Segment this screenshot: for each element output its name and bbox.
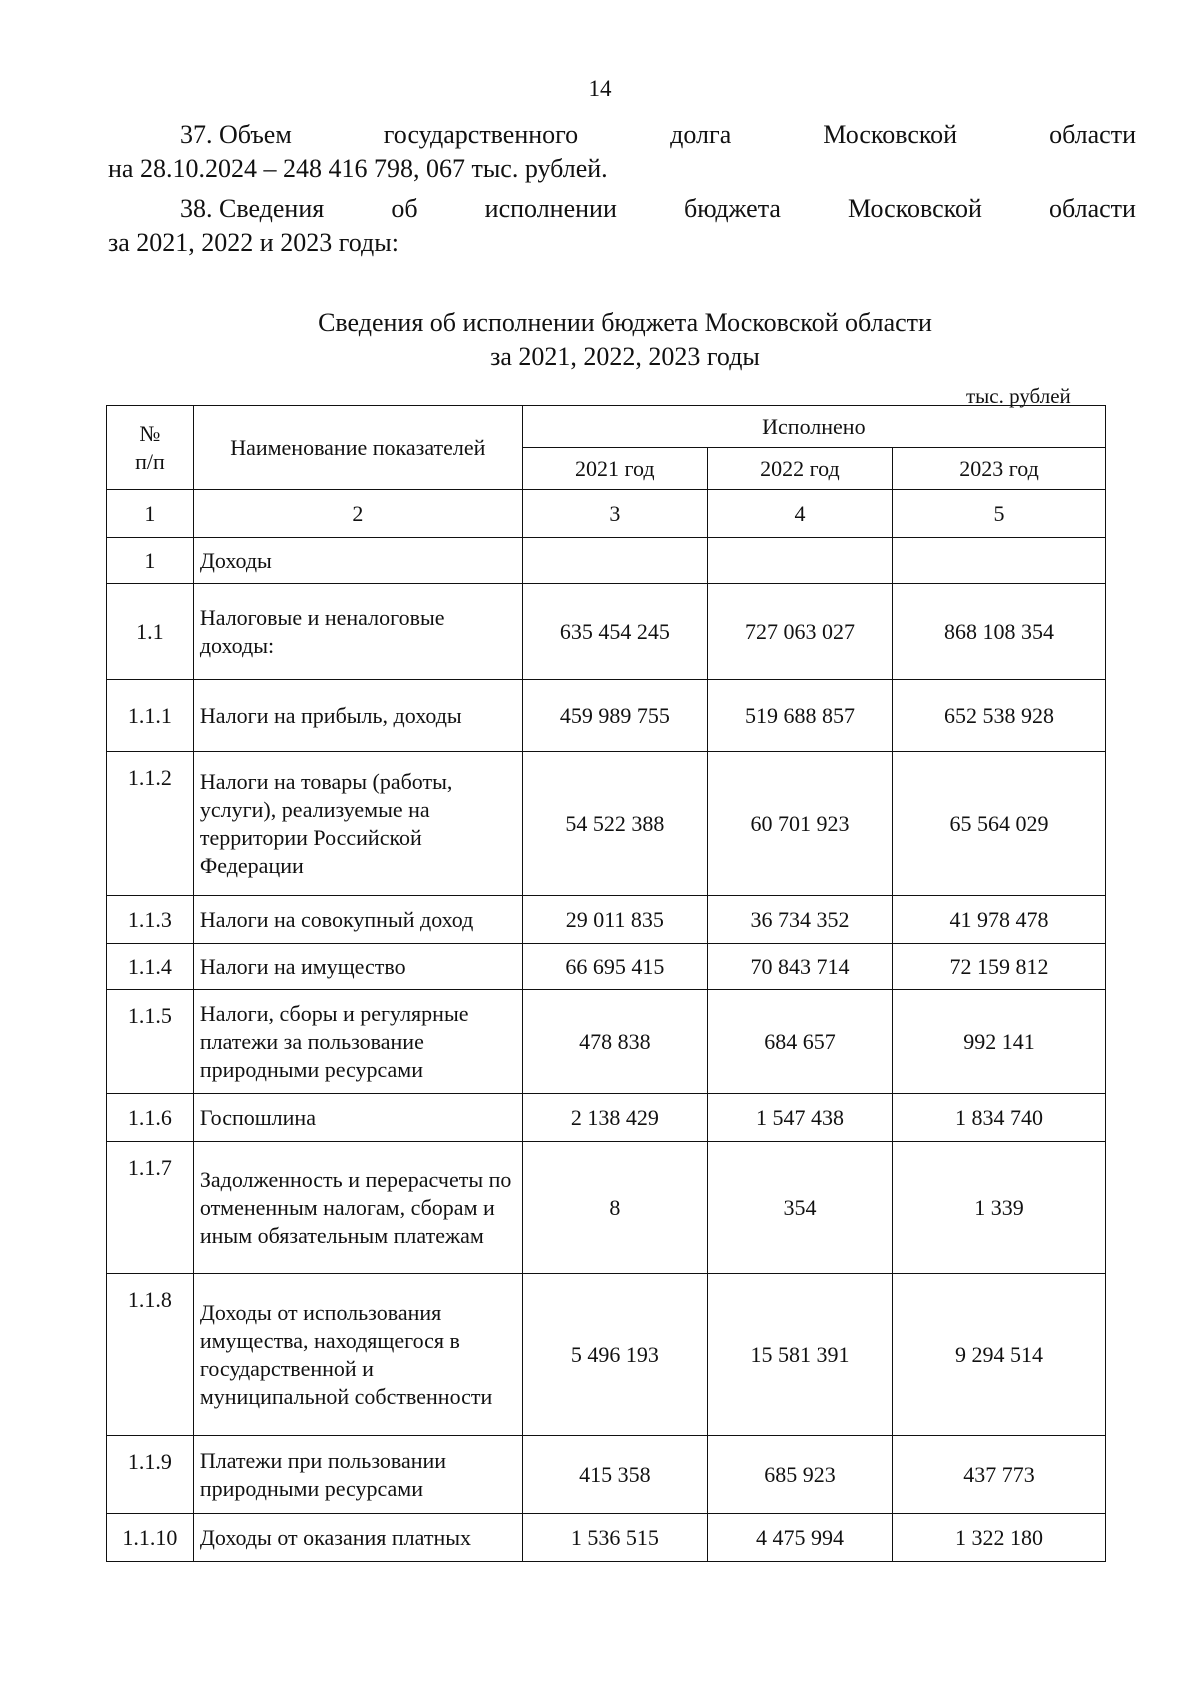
table-caption-line-1: Сведения об исполнении бюджета Московской области <box>318 308 932 337</box>
col-number-3: 3 <box>522 490 707 538</box>
col-number-5: 5 <box>893 490 1106 538</box>
row-name: Налоговые и неналоговые доходы: <box>193 584 522 680</box>
row-name: Госпошлина <box>193 1094 522 1142</box>
header-year-2023: 2023 год <box>893 448 1106 490</box>
row-name: Налоги на прибыль, доходы <box>193 680 522 752</box>
table-caption <box>0 306 1200 374</box>
row-num: 1.1.3 <box>107 896 194 944</box>
row-value-2022: 519 688 857 <box>707 680 892 752</box>
col-number-4: 4 <box>707 490 892 538</box>
row-num: 1.1.9 <box>107 1436 194 1514</box>
p38-word: бюджета <box>683 194 781 223</box>
row-value-2021: 2 138 429 <box>522 1094 707 1142</box>
paragraph-37-line-1 <box>108 118 1136 152</box>
row-value-2023: 1 339 <box>893 1142 1106 1274</box>
row-name: Налоги на совокупный доход <box>193 896 522 944</box>
table-row <box>107 1142 1106 1274</box>
row-num: 1.1.10 <box>107 1514 194 1562</box>
row-value-2022: 36 734 352 <box>707 896 892 944</box>
col-number-1: 1 <box>107 490 194 538</box>
table-row <box>107 584 1106 680</box>
row-value-2021: 459 989 755 <box>522 680 707 752</box>
header-num: № п/п <box>107 406 194 490</box>
paragraph-38 <box>108 192 1136 260</box>
row-name: Налоги на имущество <box>193 944 522 990</box>
row-value-2023 <box>893 538 1106 584</box>
row-value-2023: 9 294 514 <box>893 1274 1106 1436</box>
budget-table <box>106 405 1106 1562</box>
row-value-2022: 727 063 027 <box>707 584 892 680</box>
paragraph-37 <box>108 118 1136 186</box>
row-value-2021: 8 <box>522 1142 707 1274</box>
row-value-2021: 478 838 <box>522 990 707 1094</box>
row-value-2022: 685 923 <box>707 1436 892 1514</box>
p37-word: долга <box>670 120 732 149</box>
row-value-2023: 41 978 478 <box>893 896 1106 944</box>
row-value-2022: 684 657 <box>707 990 892 1094</box>
table-row <box>107 896 1106 944</box>
table-header <box>107 406 1106 538</box>
row-value-2023: 992 141 <box>893 990 1106 1094</box>
p38-word: Московской <box>848 194 982 223</box>
table-row <box>107 538 1106 584</box>
row-value-2023: 1 834 740 <box>893 1094 1106 1142</box>
p38-word: об <box>391 194 418 223</box>
row-value-2021: 635 454 245 <box>522 584 707 680</box>
units-label: тыс. рублей <box>966 384 1071 408</box>
row-num: 1.1.2 <box>107 752 194 896</box>
table-body <box>107 538 1106 1562</box>
row-value-2023: 65 564 029 <box>893 752 1106 896</box>
row-value-2022: 1 547 438 <box>707 1094 892 1142</box>
row-name: Доходы от использования имущества, находящегося в государственной и муниципальной собственности <box>193 1274 522 1436</box>
p38-word: области <box>1049 194 1136 223</box>
row-num: 1.1.8 <box>107 1274 194 1436</box>
table-row <box>107 1436 1106 1514</box>
row-value-2023: 72 159 812 <box>893 944 1106 990</box>
p38-word: исполнении <box>484 194 617 223</box>
row-name: Налоги на товары (работы, услуги), реализуемые на территории Российской Федерации <box>193 752 522 896</box>
row-value-2021 <box>522 538 707 584</box>
table-row <box>107 990 1106 1094</box>
row-value-2021: 29 011 835 <box>522 896 707 944</box>
row-name: Доходы от оказания платных <box>193 1514 522 1562</box>
p37-word: области <box>1049 120 1136 149</box>
header-name: Наименование показателей <box>193 406 522 490</box>
row-num: 1 <box>107 538 194 584</box>
row-value-2023: 1 322 180 <box>893 1514 1106 1562</box>
row-value-2022: 70 843 714 <box>707 944 892 990</box>
row-num: 1.1.1 <box>107 680 194 752</box>
p37-word: 37. Объем <box>180 120 292 149</box>
row-value-2021: 415 358 <box>522 1436 707 1514</box>
row-name: Доходы <box>193 538 522 584</box>
row-value-2021: 66 695 415 <box>522 944 707 990</box>
row-name: Налоги, сборы и регулярные платежи за пользование природными ресурсами <box>193 990 522 1094</box>
header-year-2021: 2021 год <box>522 448 707 490</box>
row-value-2021: 5 496 193 <box>522 1274 707 1436</box>
row-name: Платежи при пользовании природными ресурсами <box>193 1436 522 1514</box>
page-number: 14 <box>588 76 612 101</box>
table-caption-line-2: за 2021, 2022, 2023 годы <box>490 342 760 371</box>
row-value-2022: 15 581 391 <box>707 1274 892 1436</box>
paragraph-38-line-1 <box>108 192 1136 226</box>
paragraph-38-line-2: за 2021, 2022 и 2023 годы: <box>108 228 399 257</box>
row-value-2022: 60 701 923 <box>707 752 892 896</box>
table-row <box>107 1274 1106 1436</box>
row-value-2023: 652 538 928 <box>893 680 1106 752</box>
table-row <box>107 1514 1106 1562</box>
table-row <box>107 680 1106 752</box>
header-executed: Исполнено <box>522 406 1105 448</box>
table-row <box>107 1094 1106 1142</box>
col-number-2: 2 <box>193 490 522 538</box>
table-row <box>107 944 1106 990</box>
row-num: 1.1.7 <box>107 1142 194 1274</box>
row-value-2023: 868 108 354 <box>893 584 1106 680</box>
row-value-2021: 54 522 388 <box>522 752 707 896</box>
paragraph-37-line-2: на 28.10.2024 – 248 416 798, 067 тыс. рублей. <box>108 154 608 183</box>
row-value-2023: 437 773 <box>893 1436 1106 1514</box>
row-num: 1.1.6 <box>107 1094 194 1142</box>
row-value-2022: 354 <box>707 1142 892 1274</box>
header-year-2022: 2022 год <box>707 448 892 490</box>
p37-word: Московской <box>823 120 958 149</box>
row-name: Задолженность и перерасчеты по отмененным налогам, сборам и иным обязательным платежам <box>193 1142 522 1274</box>
row-num: 1.1.4 <box>107 944 194 990</box>
row-num: 1.1.5 <box>107 990 194 1094</box>
table-row <box>107 752 1106 896</box>
row-value-2022: 4 475 994 <box>707 1514 892 1562</box>
p37-word: государственного <box>383 120 579 149</box>
row-value-2022 <box>707 538 892 584</box>
row-value-2021: 1 536 515 <box>522 1514 707 1562</box>
row-num: 1.1 <box>107 584 194 680</box>
p38-word: 38. Сведения <box>180 194 325 223</box>
